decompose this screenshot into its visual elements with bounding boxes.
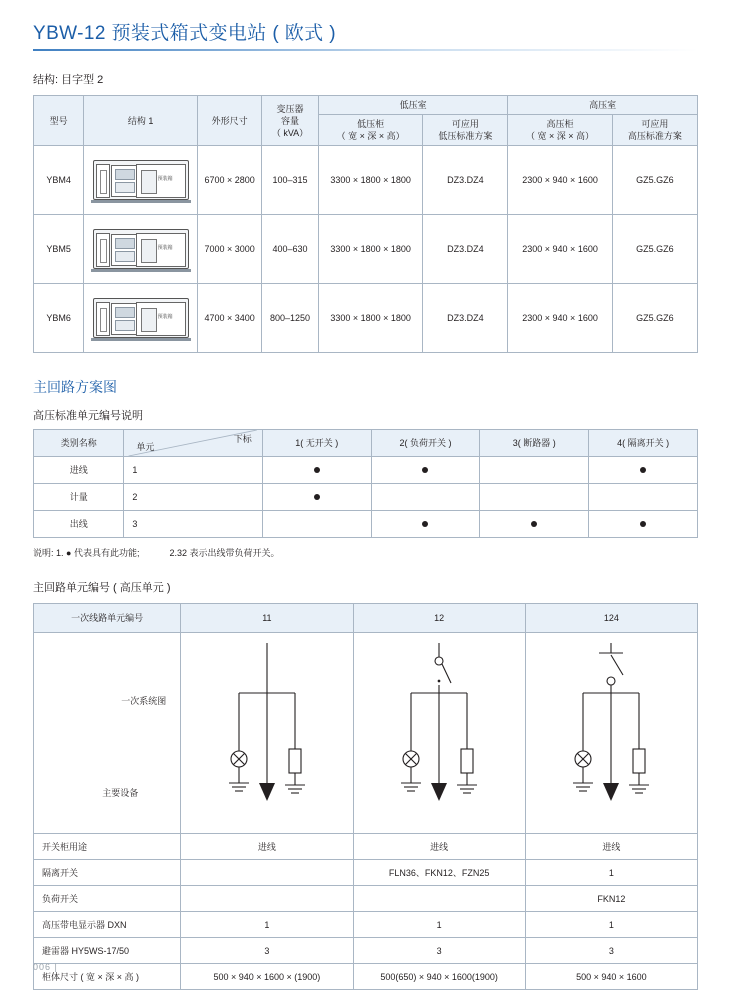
cell-mark bbox=[589, 511, 698, 538]
table-row bbox=[34, 457, 698, 484]
hv-code-header-row bbox=[34, 430, 698, 457]
cell-outline: 6700 × 2800 bbox=[198, 146, 262, 215]
table-row bbox=[34, 860, 698, 886]
cell-lv-standard: DZ3.DZ4 bbox=[423, 146, 508, 215]
cell-hv-cabinet: 2300 × 940 × 1600 bbox=[508, 215, 613, 284]
table-row bbox=[34, 484, 698, 511]
cell-value: 3 bbox=[353, 938, 525, 964]
schematic-cell-unit-124 bbox=[525, 633, 697, 834]
filled-dot-icon bbox=[422, 467, 428, 473]
header-lv-standard bbox=[423, 115, 508, 146]
cell-mark bbox=[262, 457, 371, 484]
cell-category-name: 出线 bbox=[34, 511, 124, 538]
cabinet-left-section bbox=[96, 233, 110, 267]
hv-code-table-body bbox=[34, 457, 698, 538]
header-outline: 外形尺寸 bbox=[198, 96, 262, 146]
cell-mark bbox=[480, 484, 589, 511]
spec-header-row-1 bbox=[34, 96, 698, 115]
cell-value: FKN12 bbox=[525, 886, 697, 912]
row-label-cabinet-size: 柜体尺寸 ( 宽 × 深 × 高 ) bbox=[34, 964, 181, 990]
cell-mark bbox=[371, 457, 480, 484]
cell-mark bbox=[480, 511, 589, 538]
cabinet-label: 预装箱 bbox=[157, 245, 173, 252]
header-lv-standard-line1: 可应用 bbox=[451, 119, 479, 130]
cell-value bbox=[353, 886, 525, 912]
cell-value: 500(650) × 940 × 1600(1900) bbox=[353, 964, 525, 990]
cell-mark bbox=[262, 484, 371, 511]
table-row bbox=[34, 886, 698, 912]
header-hv-cabinet bbox=[508, 115, 613, 146]
filled-dot-icon bbox=[314, 467, 320, 473]
filled-dot-icon bbox=[640, 467, 646, 473]
label-main-equipment: 主要设备 bbox=[102, 788, 139, 799]
cell-value bbox=[181, 886, 353, 912]
schematic-cell-unit-11 bbox=[181, 633, 353, 834]
header-unit-subscript bbox=[124, 430, 262, 457]
cell-mark bbox=[371, 484, 480, 511]
header-unit-11: 11 bbox=[181, 604, 353, 633]
cabinet-left-section bbox=[96, 302, 110, 336]
cabinet-base bbox=[91, 338, 191, 341]
cell-mark bbox=[589, 457, 698, 484]
header-hv-standard-line2: 高压标准方案 bbox=[627, 131, 682, 142]
cell-unit-number: 3 bbox=[124, 511, 262, 538]
section-subtitle-unit-code: 主回路单元编号 ( 高压单元 ) bbox=[33, 582, 171, 595]
header-col-4: 4( 隔离开关 ) bbox=[589, 430, 698, 457]
filled-dot-icon bbox=[640, 521, 646, 527]
header-capacity-line1: 变压器 bbox=[276, 103, 304, 114]
header-hv-cabinet-line2: （ 宽 × 深 × 高） bbox=[526, 131, 595, 142]
cell-mark bbox=[480, 457, 589, 484]
main-circuit-table-body bbox=[34, 633, 698, 990]
cell-value: 进线 bbox=[353, 834, 525, 860]
cell-outline: 7000 × 3000 bbox=[198, 215, 262, 284]
cabinet-base bbox=[91, 269, 191, 272]
row-label-load-switch: 负荷开关 bbox=[34, 886, 181, 912]
header-hv-cabinet-line1: 高压柜 bbox=[546, 119, 574, 130]
cell-structure-drawing bbox=[84, 146, 198, 215]
schematic-labels-cell bbox=[34, 633, 181, 834]
cell-capacity: 100–315 bbox=[262, 146, 319, 215]
header-subscript-label: 下标 bbox=[233, 434, 252, 445]
header-unit-label: 单元 bbox=[136, 442, 155, 453]
cell-value: 1 bbox=[525, 912, 697, 938]
header-col-2: 2( 负荷开关 ) bbox=[371, 430, 480, 457]
hv-code-table bbox=[33, 429, 698, 538]
circuit-header-row bbox=[34, 604, 698, 633]
cabinet-left-section bbox=[96, 164, 110, 198]
table-row bbox=[34, 938, 698, 964]
structure-label: 结构: 目字型 2 bbox=[33, 74, 104, 86]
header-structure: 结构 1 bbox=[84, 96, 198, 146]
cell-value: 进线 bbox=[525, 834, 697, 860]
header-capacity-line3: （ kVA） bbox=[271, 127, 309, 138]
cell-value: 1 bbox=[525, 860, 697, 886]
note-prefix: 说明: 1. ● 代表具有此功能; bbox=[33, 548, 140, 559]
row-label-live-display: 高压带电显示器 DXN bbox=[34, 912, 181, 938]
header-capacity bbox=[262, 96, 319, 146]
filled-dot-icon bbox=[422, 521, 428, 527]
substation-cabinet-icon bbox=[93, 160, 189, 200]
cabinet-door bbox=[141, 239, 157, 263]
substation-cabinet-icon bbox=[93, 229, 189, 269]
header-col-1: 1( 无开关 ) bbox=[262, 430, 371, 457]
table-row bbox=[34, 912, 698, 938]
cell-lv-cabinet: 3300 × 1800 × 1800 bbox=[318, 215, 423, 284]
cell-hv-cabinet: 2300 × 940 × 1600 bbox=[508, 146, 613, 215]
header-unit-124: 124 bbox=[525, 604, 697, 633]
cabinet-door bbox=[141, 308, 157, 332]
cell-value bbox=[181, 860, 353, 886]
header-col-3: 3( 断路器 ) bbox=[480, 430, 589, 457]
cell-value: 3 bbox=[525, 938, 697, 964]
header-hv-group: 高压室 bbox=[508, 96, 698, 115]
main-circuit-table bbox=[33, 603, 698, 990]
hv-code-table-head bbox=[34, 430, 698, 457]
header-lv-cabinet-line2: （ 宽 × 深 × 高） bbox=[336, 131, 405, 142]
cell-value: 1 bbox=[181, 912, 353, 938]
header-lv-cabinet bbox=[318, 115, 423, 146]
cell-lv-cabinet: 3300 × 1800 × 1800 bbox=[318, 284, 423, 353]
header-unit-12: 12 bbox=[353, 604, 525, 633]
substation-cabinet-icon bbox=[93, 298, 189, 338]
spec-table-body bbox=[34, 146, 698, 353]
row-label-arrester: 避雷器 HY5WS-17/50 bbox=[34, 938, 181, 964]
table-note bbox=[33, 546, 698, 559]
cell-structure-drawing bbox=[84, 284, 198, 353]
section-title-main-circuit: 主回路方案图 bbox=[33, 379, 117, 396]
cell-lv-cabinet: 3300 × 1800 × 1800 bbox=[318, 146, 423, 215]
row-label-switchgear-use: 开关柜用途 bbox=[34, 834, 181, 860]
cell-outline: 4700 × 3400 bbox=[198, 284, 262, 353]
cabinet-door bbox=[141, 170, 157, 194]
header-hv-standard-line1: 可应用 bbox=[641, 119, 669, 130]
cell-value: FLN36、FKN12、FZN25 bbox=[353, 860, 525, 886]
label-primary-system-diagram: 一次系统图 bbox=[121, 696, 167, 707]
cabinet-base bbox=[91, 200, 191, 203]
cabinet-middle-section bbox=[111, 165, 139, 197]
cell-lv-standard: DZ3.DZ4 bbox=[423, 284, 508, 353]
header-capacity-line2: 容量 bbox=[280, 115, 299, 126]
main-circuit-table-head bbox=[34, 604, 698, 633]
footer-separator: | bbox=[54, 962, 58, 972]
filled-dot-icon bbox=[531, 521, 537, 527]
cell-mark bbox=[371, 511, 480, 538]
cell-value: 1 bbox=[353, 912, 525, 938]
cell-model: YBM5 bbox=[34, 215, 84, 284]
cell-value: 进线 bbox=[181, 834, 353, 860]
header-lv-cabinet-line1: 低压柜 bbox=[357, 119, 385, 130]
schematic-row bbox=[34, 633, 698, 834]
header-lv-group: 低压室 bbox=[318, 96, 507, 115]
table-row bbox=[34, 964, 698, 990]
schematic-cell-unit-12 bbox=[353, 633, 525, 834]
cell-mark bbox=[589, 484, 698, 511]
header-lv-standard-line2: 低压标准方案 bbox=[438, 131, 493, 142]
title-underline bbox=[33, 49, 698, 51]
cell-model: YBM4 bbox=[34, 146, 84, 215]
cell-hv-standard: GZ5.GZ6 bbox=[612, 215, 697, 284]
cell-mark bbox=[262, 511, 371, 538]
cell-value: 500 × 940 × 1600 bbox=[525, 964, 697, 990]
header-hv-standard bbox=[612, 115, 697, 146]
page-footer bbox=[33, 962, 58, 972]
header-category: 类别名称 bbox=[34, 430, 124, 457]
cell-unit-number: 1 bbox=[124, 457, 262, 484]
single-line-diagram-12 bbox=[355, 633, 523, 833]
table-row bbox=[34, 511, 698, 538]
cabinet-label: 预装箱 bbox=[157, 176, 173, 183]
cell-hv-standard: GZ5.GZ6 bbox=[612, 284, 697, 353]
single-line-diagram-124 bbox=[527, 633, 695, 833]
table-row bbox=[34, 146, 698, 215]
cell-hv-standard: GZ5.GZ6 bbox=[612, 146, 697, 215]
cell-lv-standard: DZ3.DZ4 bbox=[423, 215, 508, 284]
table-row bbox=[34, 834, 698, 860]
cabinet-right-section bbox=[136, 302, 186, 336]
header-model: 型号 bbox=[34, 96, 84, 146]
page-header bbox=[33, 0, 698, 51]
table-row bbox=[34, 284, 698, 353]
cell-capacity: 800–1250 bbox=[262, 284, 319, 353]
section-subtitle-hv-code: 高压标准单元编号说明 bbox=[33, 410, 143, 423]
cell-value: 500 × 940 × 1600 × (1900) bbox=[181, 964, 353, 990]
header-unit-code: 一次线路单元编号 bbox=[34, 604, 181, 633]
cell-unit-number: 2 bbox=[124, 484, 262, 511]
cabinet-middle-section bbox=[111, 303, 139, 335]
cabinet-right-section bbox=[136, 233, 186, 267]
cell-structure-drawing bbox=[84, 215, 198, 284]
cabinet-label: 预装箱 bbox=[157, 314, 173, 321]
cabinet-right-section bbox=[136, 164, 186, 198]
cell-hv-cabinet: 2300 × 940 × 1600 bbox=[508, 284, 613, 353]
cell-category-name: 计量 bbox=[34, 484, 124, 511]
cell-model: YBM6 bbox=[34, 284, 84, 353]
spec-table-head bbox=[34, 96, 698, 146]
single-line-diagram-11 bbox=[183, 633, 351, 833]
table-row bbox=[34, 215, 698, 284]
filled-dot-icon bbox=[314, 494, 320, 500]
note-suffix: 2.32 表示出线带负荷开关。 bbox=[169, 548, 280, 559]
cell-category-name: 进线 bbox=[34, 457, 124, 484]
cell-value: 3 bbox=[181, 938, 353, 964]
spec-table bbox=[33, 95, 698, 353]
cabinet-middle-section bbox=[111, 234, 139, 266]
cell-capacity: 400–630 bbox=[262, 215, 319, 284]
page-number: 006 bbox=[33, 962, 52, 972]
page-title: YBW-12 预装式箱式变电站 ( 欧式 ) bbox=[33, 23, 336, 44]
row-label-isolating-switch: 隔离开关 bbox=[34, 860, 181, 886]
